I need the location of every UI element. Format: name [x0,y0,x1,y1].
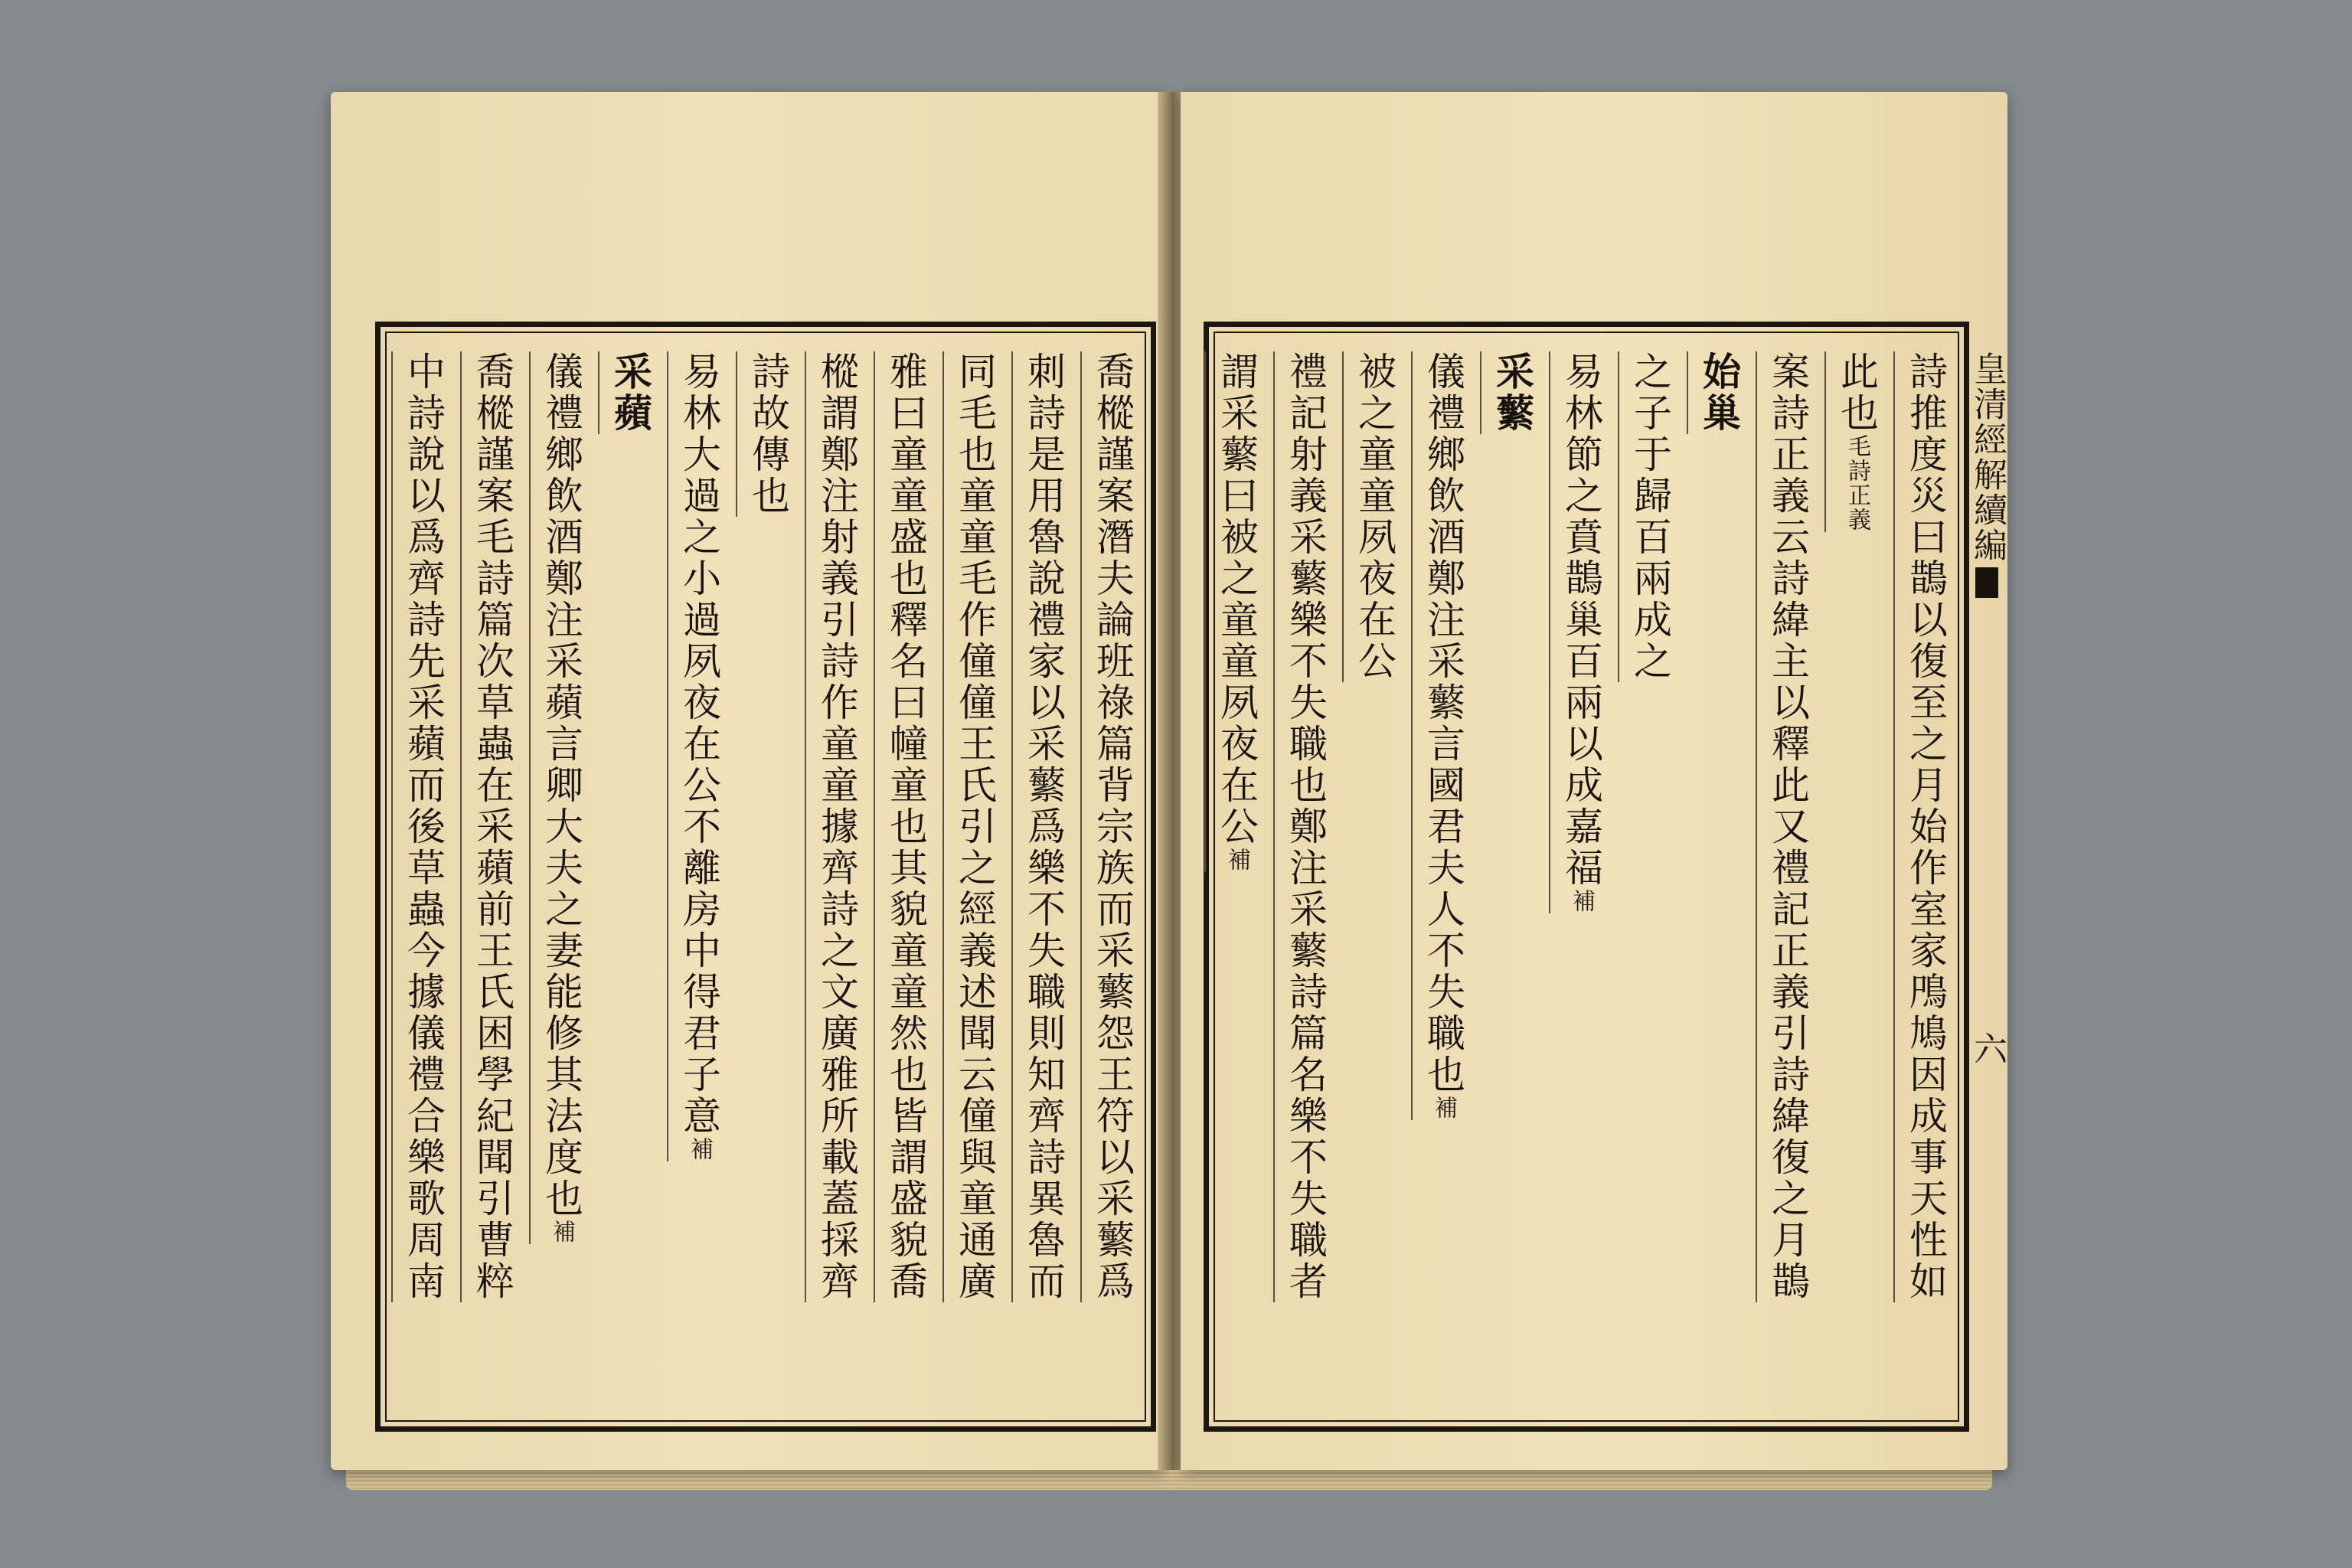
right-page [1181,92,2007,1470]
text-column: 此也毛詩正義 [1824,351,1887,532]
text-column: 詩推度災曰鵲以復至之月始作室家鳲鳩因成事天性如 [1893,351,1956,1302]
text-column: 喬樅謹案毛詩篇次草蟲在采蘋前王氏困學紀聞引曹粹 [460,351,523,1302]
text-column: 易林節之賁鵲巢百兩以成嘉福補 [1549,351,1612,913]
supplement-note: 補 [686,1137,713,1161]
text-column: 刺詩是用魯說禮家以采蘩爲樂不失職則知齊詩異魯而 [1011,351,1074,1302]
text-column: 案詩正義云詩緯主以釋此又禮記正義引詩緯復之月鵲 [1756,351,1818,1302]
right-margin-title: 皇清經解續編 [1968,351,2007,563]
section-heading: 始巢 [1687,351,1749,434]
left-page [331,92,1165,1470]
source-note: 毛詩正義 [1844,434,1870,532]
supplement-note: 補 [1223,848,1250,872]
text-column: 之子于歸百兩成之 [1618,351,1681,682]
text-column: 雅曰童童盛也釋名曰幢童也其貌童童然也皆謂盛貌喬 [874,351,936,1302]
right-folio: 六 [1968,1031,2007,1067]
text-column: 易林大過之小過夙夜在公不離房中得君子意補 [667,351,730,1161]
text-column: 禮記射義采蘩樂不失職也鄭注采蘩詩篇名樂不失職者 [1273,351,1336,1302]
fish-tail-mark [1975,567,1998,598]
right-margin-strip [1964,351,2010,1067]
text-column: 儀禮鄉飲酒鄭注采蘩言國君夫人不失職也補 [1411,351,1474,1120]
text-column: 謂采蘩曰被之童童夙夜在公補 [1204,351,1267,872]
open-book [331,92,2007,1470]
text-column: 同毛也童童毛作僮僮王氏引之經義述聞云僮與童通廣 [942,351,1005,1302]
section-heading: 采蘩 [1480,351,1543,434]
text-column: 儀禮鄉飲酒鄭注采蘋言卿大夫之妻能修其法度也補 [529,351,592,1244]
left-text-frame [375,322,1156,1432]
right-text-frame [1204,322,2007,1432]
supplement-note: 補 [1568,889,1595,913]
supplement-note: 補 [548,1220,575,1244]
text-column: 詩故傳也 [736,351,799,517]
section-heading: 采蘋 [598,351,661,434]
page-edges [346,1470,1992,1490]
text-column: 樅謂鄭注射義引詩作童童據齊詩之文廣雅所載蓋採齊 [805,351,867,1302]
text-column: 中詩說以爲齊詩先采蘋而後草蟲今據儀禮合樂歌周南 [391,351,454,1302]
supplement-note: 補 [1430,1096,1457,1120]
text-column: 喬樅謹案潛夫論班祿篇背宗族而采蘩怨王符以采蘩爲 [1080,351,1143,1302]
text-column: 被之童童夙夜在公 [1342,351,1405,682]
